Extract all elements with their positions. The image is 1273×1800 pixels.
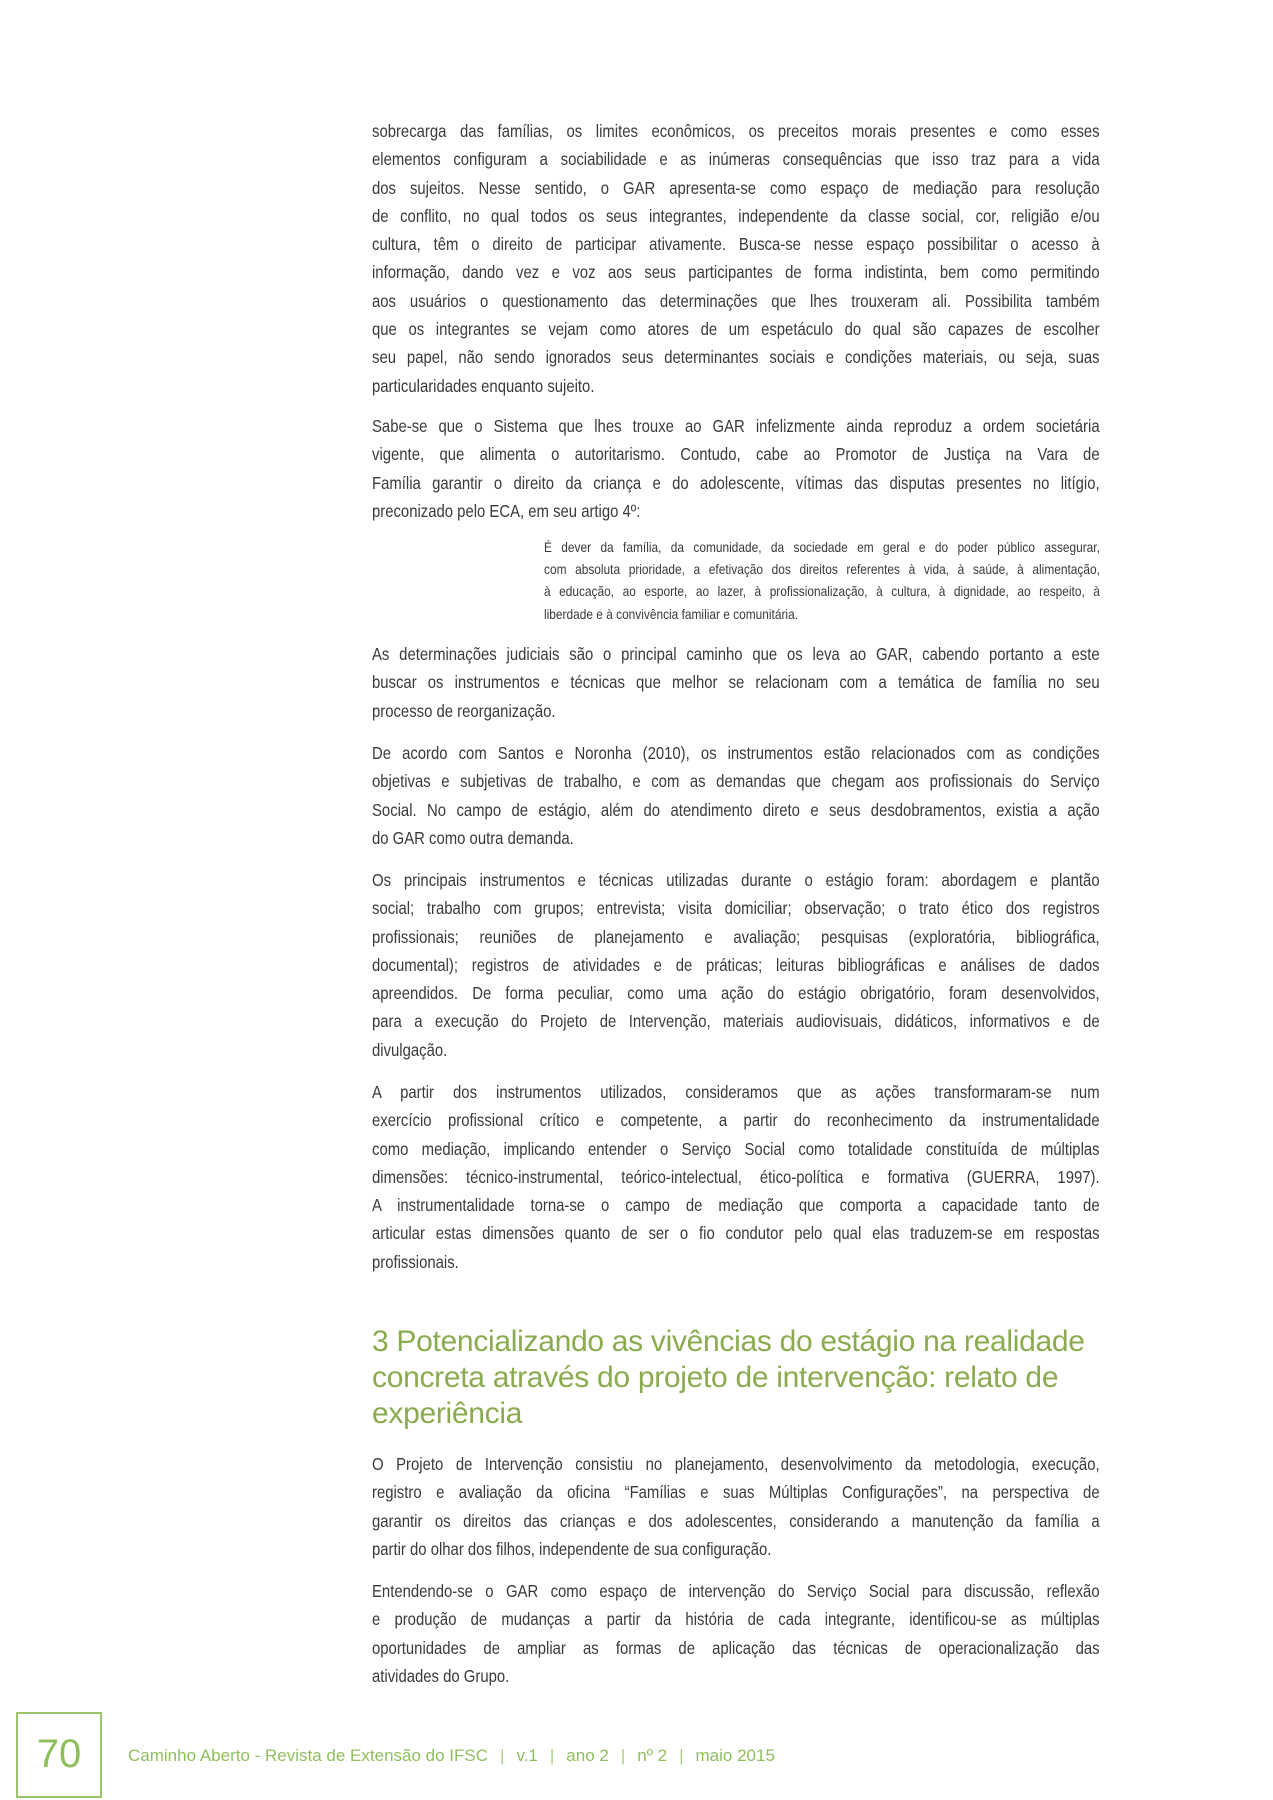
text-line: Sabe-se que o Sistema que lhes trouxe ao GAR infelizmente ainda reproduz a ordem societária [372, 416, 1100, 436]
text-line: O Projeto de Intervenção consistiu no planejamento, desenvolvimento da metodologia, execução, [372, 1454, 1100, 1474]
text-line: dimensões: técnico-instrumental, teórico-intelectual, ético-política e formativa (GUERRA, 1997). [372, 1166, 1100, 1187]
quote-line: É dever da família, da comunidade, da sociedade em geral e do poder público assegurar, [544, 539, 1100, 555]
text-line: A partir dos instrumentos utilizados, consideramos que as ações transformaram-se num [372, 1082, 1100, 1102]
year: ano 2 [566, 1746, 609, 1765]
separator: | [500, 1746, 505, 1765]
text-line: divulgação. [372, 1039, 448, 1060]
separator: | [549, 1746, 555, 1765]
text-line: que os integrantes se vejam como atores de um espetáculo do qual são capazes de escolher [372, 319, 1100, 340]
heading-line: concreta através do projeto de intervenção: relato de [372, 1361, 1059, 1394]
text-line: para a execução do Projeto de Intervenção, materiais audiovisuais, didáticos, informativos e de [372, 1011, 1100, 1032]
quote-line: liberdade e à convivência familiar e comunitária. [544, 605, 799, 622]
text-line: profissionais; reuniões de planejamento e avaliação; pesquisas (exploratória, bibliográfica, [372, 926, 1100, 947]
heading-line: 3 Potencializando as vivências do estágio na realidade [372, 1325, 1085, 1358]
text-line: elementos configuram a sociabilidade e as inúmeras consequências que isso traz para a vida [372, 149, 1100, 170]
separator: | [679, 1746, 684, 1765]
text-line: particularidades enquanto sujeito. [372, 375, 595, 396]
text-line: documental); registros de atividades e de práticas; leituras bibliográficas e análises de dados [372, 954, 1100, 975]
paragraph [372, 1450, 1100, 1563]
quote-line: à educação, ao esporte, ao lazer, à profissionalização, à cultura, à dignidade, ao respeito, à [544, 583, 1100, 600]
paragraph [372, 1078, 1100, 1276]
section-heading [372, 1324, 1085, 1432]
text-line: e produção de mudanças a partir da história de cada integrante, identificou-se as múltiplas [372, 1609, 1100, 1630]
text-line: Entendendo-se o GAR como espaço de intervenção do Serviço Social para discussão, reflexão [372, 1581, 1100, 1601]
journal-title: Caminho Aberto - Revista de Extensão do IFSC [128, 1746, 489, 1765]
text-line: profissionais. [372, 1251, 459, 1272]
text-line: como mediação, implicando entender o Serviço Social como totalidade constituída de múltiplas [372, 1138, 1100, 1159]
text-line: exercício profissional crítico e competente, a partir do reconhecimento da instrumentalidade [372, 1110, 1100, 1131]
text-line: Social. No campo de estágio, além do atendimento direto e seus desdobramentos, existia a ação [372, 799, 1100, 820]
text-line: De acordo com Santos e Noronha (2010), os instrumentos estão relacionados com as condições [372, 743, 1100, 763]
text-line: aos usuários o questionamento das determinações que lhes trouxeram ali. Possibilita também [372, 290, 1100, 311]
volume: v.1 [516, 1746, 538, 1765]
text-line: processo de reorganização. [372, 700, 556, 721]
text-line: garantir os direitos das crianças e dos adolescentes, considerando a manutenção da família a [372, 1510, 1100, 1531]
paragraph [372, 1577, 1100, 1690]
text-line: preconizado pelo ECA, em seu artigo 4º: [372, 500, 641, 521]
text-line: dos sujeitos. Nesse sentido, o GAR apresenta-se como espaço de mediação para resolução [372, 177, 1100, 198]
text-line: oportunidades de ampliar as formas de aplicação das técnicas de operacionalização das [372, 1637, 1100, 1658]
text-line: sobrecarga das famílias, os limites econômicos, os preceitos morais presentes e como esses [372, 121, 1100, 141]
text-line: A instrumentalidade torna-se o campo de mediação que comporta a capacidade tanto de [372, 1195, 1100, 1216]
text-line: informação, dando vez e voz aos seus participantes de forma indistinta, bem como permitindo [372, 262, 1100, 283]
text-line: partir do olhar dos filhos, independente de sua configuração. [372, 1538, 772, 1559]
text-line: social; trabalho com grupos; entrevista; visita domiciliar; observação; o trato ético dos registros [372, 898, 1100, 919]
paragraph [372, 117, 1100, 400]
footer [128, 1744, 775, 1768]
text-line: Os principais instrumentos e técnicas utilizadas durante o estágio foram: abordagem e plantão [372, 870, 1100, 890]
text-line: vigente, que alimenta o autoritarismo. Contudo, cabe ao Promotor de Justiça na Vara de [372, 444, 1100, 465]
paragraph [372, 412, 1100, 525]
page-number-box [16, 1712, 102, 1798]
date: maio 2015 [695, 1746, 775, 1765]
heading-line: experiência [372, 1397, 523, 1430]
page-number: 70 [36, 1732, 82, 1776]
paragraph [372, 640, 1100, 725]
text-line: buscar os instrumentos e técnicas que melhor se relacionam com a temática de família no seu [372, 672, 1100, 693]
issue: nº 2 [637, 1746, 668, 1765]
text-line: apreendidos. De forma peculiar, como uma ação do estágio obrigatório, foram desenvolvidos, [372, 983, 1100, 1004]
text-line: seu papel, não sendo ignorados seus determinantes sociais e condições materiais, ou seja, suas [372, 347, 1100, 368]
text-line: As determinações judiciais são o principal caminho que os leva ao GAR, cabendo portanto a este [372, 644, 1100, 664]
quote-line: com absoluta prioridade, a efetivação dos direitos referentes à vida, à saúde, à alimentação, [544, 561, 1100, 578]
text-line: do GAR como outra demanda. [372, 827, 574, 848]
text-line: atividades do Grupo. [372, 1665, 510, 1686]
text-line: Família garantir o direito da criança e do adolescente, vítimas das disputas presentes no litígio, [372, 472, 1100, 493]
text-line: objetivas e subjetivas de trabalho, e com as demandas que chegam aos profissionais do Serviço [372, 771, 1100, 792]
separator: | [620, 1746, 626, 1765]
block-quote [544, 536, 1100, 625]
text-line: de conflito, no qual todos os seus integrantes, independente da classe social, cor, religião e/ou [372, 205, 1100, 226]
paragraph [372, 739, 1100, 852]
paragraph [372, 866, 1100, 1064]
text-line: registro e avaliação da oficina “Famílias e suas Múltiplas Configurações”, na perspectiva de [372, 1482, 1100, 1503]
text-line: cultura, têm o direito de participar ativamente. Busca-se nesse espaço possibilitar o acesso à [372, 234, 1100, 255]
text-line: articular estas dimensões quanto de ser o fio condutor pelo qual elas traduzem-se em respostas [372, 1223, 1100, 1244]
